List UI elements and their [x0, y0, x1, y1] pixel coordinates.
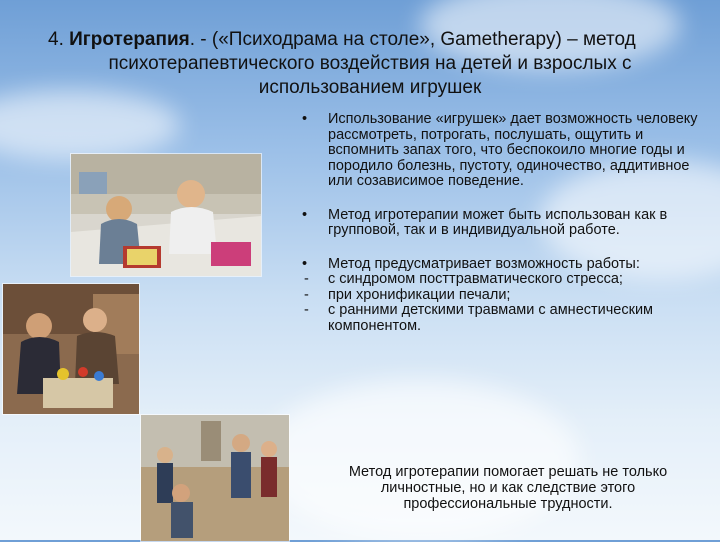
bullet-item	[302, 112, 702, 190]
dash-mark: -	[304, 286, 309, 303]
bullet-text: Использование «игрушек» дает возможность человеку рассмотреть, потрогать, послушать, ощутить и вспомнить запах того, что беспокоило многие годы и породило болезнь, пустоту, одиночество, аддитивное или созависимое поведение.	[328, 111, 698, 189]
photo-group-in-hall	[140, 414, 290, 542]
title-line-2: психотерапевтического воздействия на детей и взрослых с	[108, 53, 632, 74]
bullet-list	[302, 112, 702, 334]
bullet-mark: •	[302, 206, 308, 223]
footer-note: Метод игротерапии помогает решать не только личностные, но и как следствие этого профессиональные трудности.	[348, 464, 668, 512]
bullet-mark: •	[302, 111, 308, 127]
bullet-item	[302, 257, 702, 273]
dash-mark: -	[304, 302, 309, 318]
bullet-text: Метод предусматривает возможность работы:	[328, 255, 640, 272]
title-term: Игротерапия	[69, 29, 190, 50]
title-number: 4.	[48, 29, 64, 50]
title-line-3: использованием игрушек	[258, 77, 482, 98]
photo-therapist-with-child	[2, 283, 140, 415]
sub-item-text: с ранними детскими травмами с амнестическим компонентом.	[328, 302, 654, 334]
photo-children-at-table	[70, 153, 262, 277]
bullet-mark: •	[302, 255, 308, 272]
sub-item-text: с синдромом посттравматического стресса;	[328, 271, 623, 287]
bullet-item	[302, 208, 702, 239]
title-definition-start: . - («Психодрама на столе», Gametherapy) – метод	[189, 29, 636, 50]
sub-item	[302, 303, 702, 334]
dash-mark: -	[304, 271, 309, 287]
bullet-text: Метод игротерапии может быть использован как в групповой, так и в индивидуальной работе.	[328, 206, 668, 238]
sub-item-text: при хронификации печали;	[328, 286, 511, 303]
sub-item	[302, 272, 702, 288]
sub-item	[302, 288, 702, 304]
slide-title	[40, 28, 700, 100]
